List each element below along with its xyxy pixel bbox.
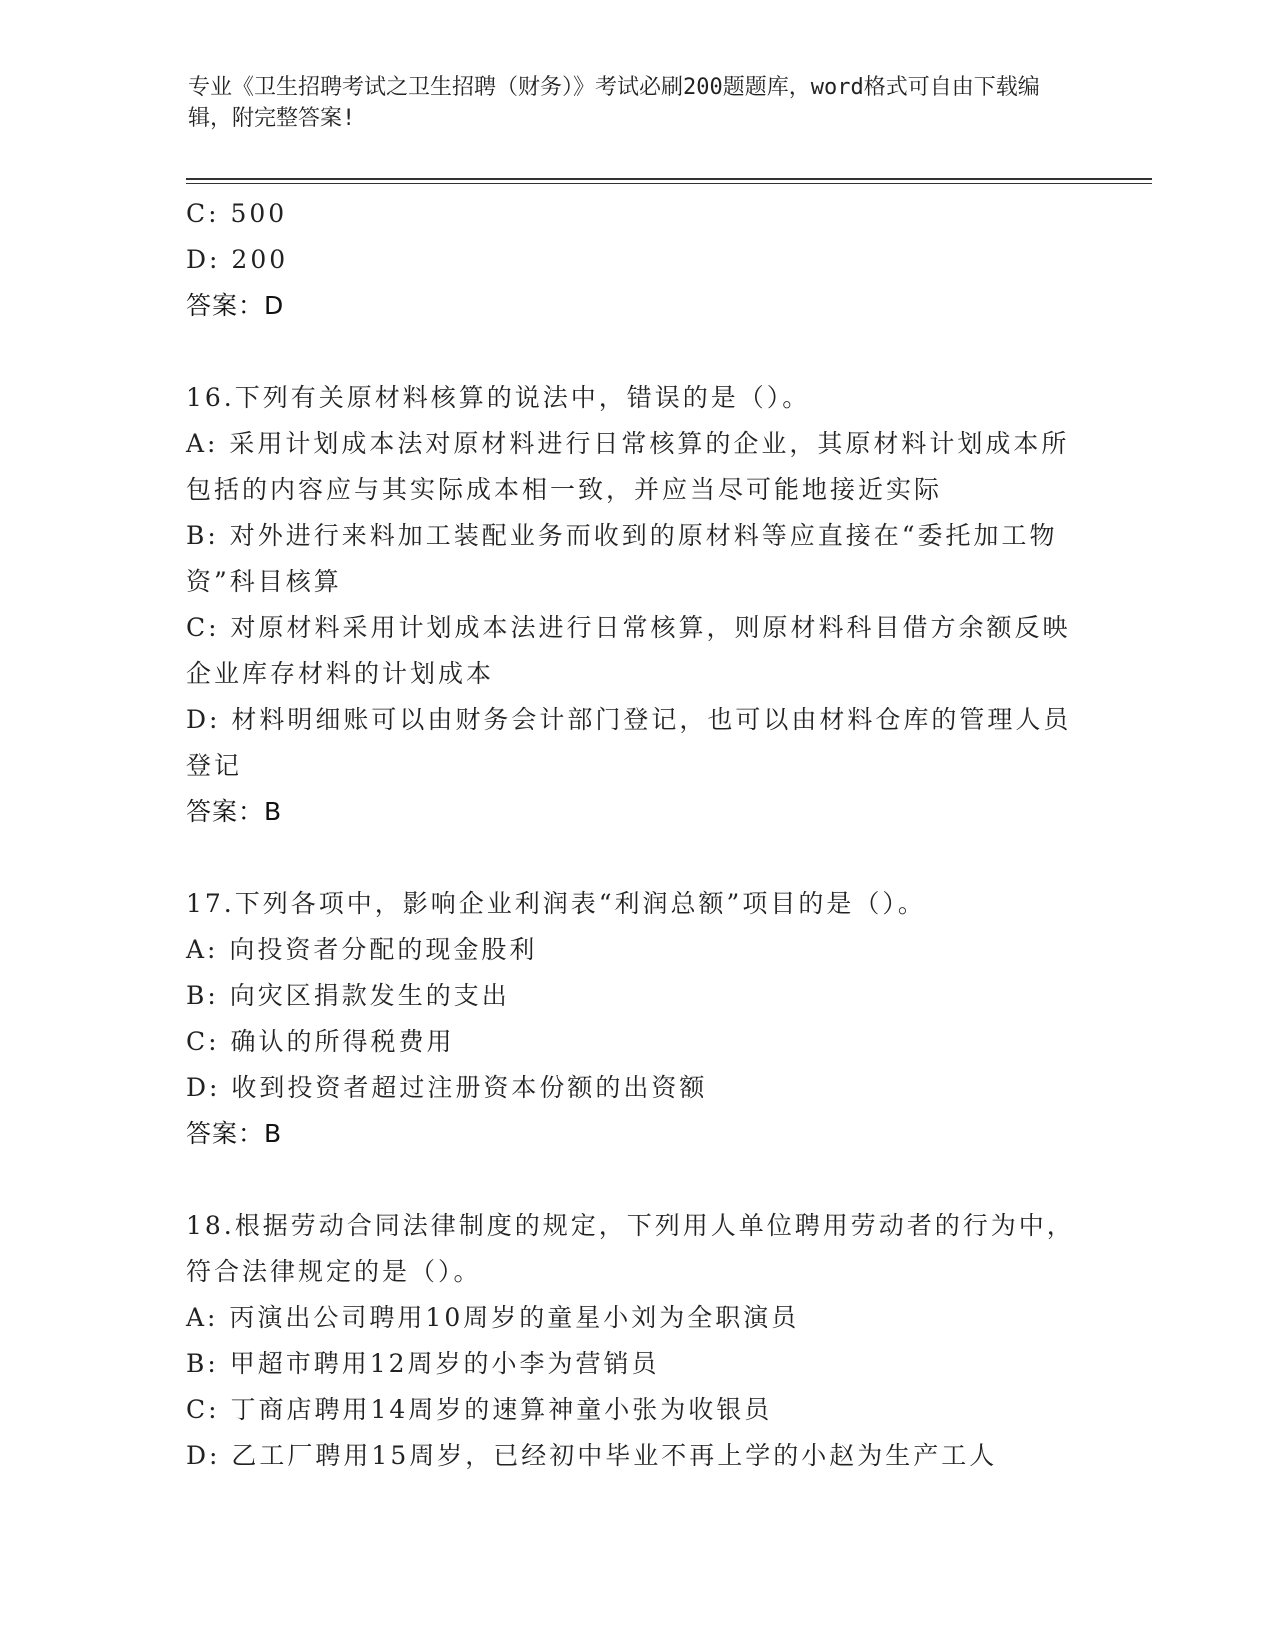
option-d: D: 收到投资者超过注册资本份额的出资额 <box>186 1073 708 1102</box>
question-18 <box>186 1203 1086 1479</box>
question-stem: 16.下列有关原材料核算的说法中，错误的是（）。 <box>186 383 811 412</box>
option-b: B: 向灾区捐款发生的支出 <box>186 981 510 1010</box>
option-c: C: 丁商店聘用14周岁的速算神童小张为收银员 <box>186 1395 773 1424</box>
option-b: B: 对外进行来料加工装配业务而收到的原材料等应直接在“委托加工物资”科目核算 <box>186 521 1058 596</box>
option-c: C: 确认的所得税费用 <box>186 1027 455 1056</box>
option-d: D: 200 <box>186 245 289 274</box>
option-c: C: 对原材料采用计划成本法进行日常核算，则原材料科目借方余额反映企业库存材料的计划成本 <box>186 613 1071 688</box>
question-16 <box>186 375 1086 835</box>
answer-line: 答案：D <box>186 291 285 320</box>
option-a: A: 向投资者分配的现金股利 <box>186 935 538 964</box>
option-a: A: 采用计划成本法对原材料进行日常核算的企业，其原材料计划成本所包括的内容应与其实际成本相一致，并应当尽可能地接近实际 <box>186 429 1070 504</box>
answer-line: 答案：B <box>186 797 283 826</box>
header-divider-thin <box>186 183 1152 184</box>
question-17 <box>186 881 1086 1157</box>
previous-question-tail <box>186 191 1086 329</box>
answer-line: 答案：B <box>186 1119 283 1148</box>
question-content <box>186 191 1086 1479</box>
option-c: C: 500 <box>186 199 288 228</box>
document-header: 专业《卫生招聘考试之卫生招聘（财务）》考试必刷200题题库，word格式可自由下载编辑，附完整答案! <box>188 75 1040 131</box>
option-d: D: 材料明细账可以由财务会计部门登记，也可以由材料仓库的管理人员登记 <box>186 705 1072 780</box>
option-b: B: 甲超市聘用12周岁的小李为营销员 <box>186 1349 660 1378</box>
question-stem: 17.下列各项中，影响企业利润表“利润总额”项目的是（）。 <box>186 889 926 918</box>
question-stem: 18.根据劳动合同法律制度的规定，下列用人单位聘用劳动者的行为中，符合法律规定的是（）。 <box>186 1211 1075 1286</box>
option-d: D: 乙工厂聘用15周岁，已经初中毕业不再上学的小赵为生产工人 <box>186 1441 998 1470</box>
header-divider-thick <box>186 178 1152 180</box>
option-a: A: 丙演出公司聘用10周岁的童星小刘为全职演员 <box>186 1303 800 1332</box>
